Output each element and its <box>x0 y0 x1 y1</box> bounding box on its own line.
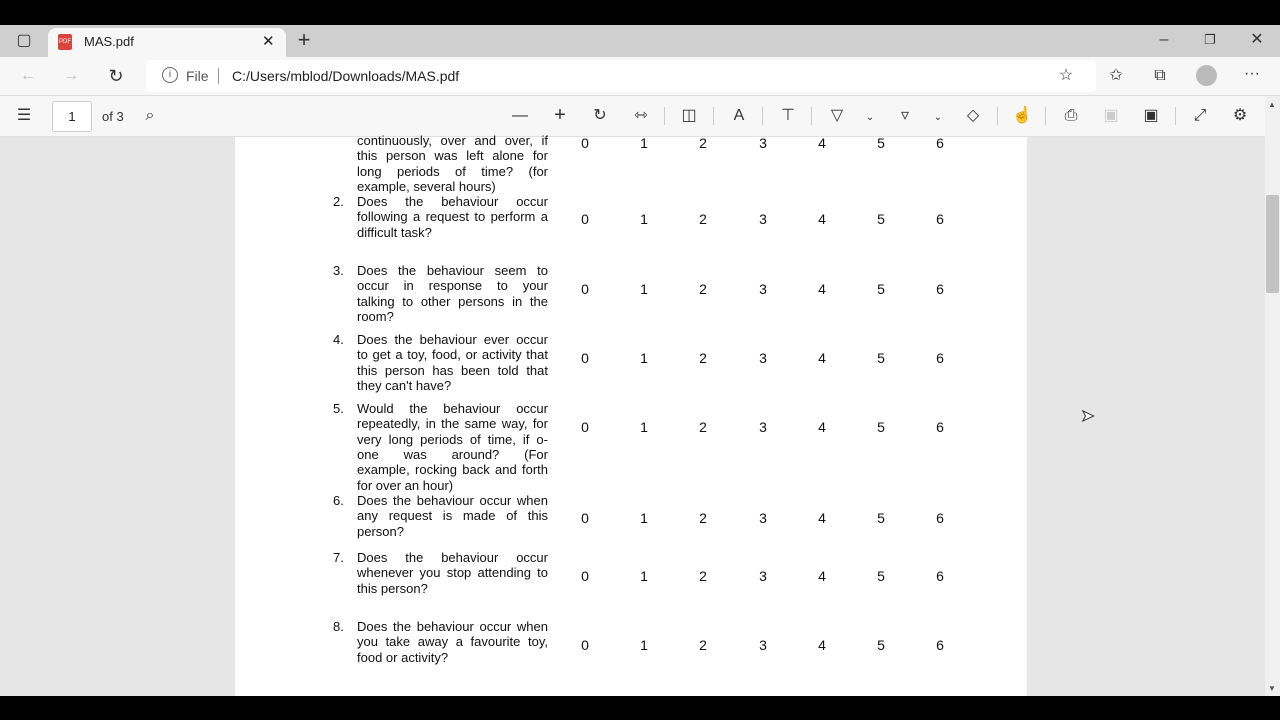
question-text-line: any request is made of this <box>357 508 548 524</box>
rating-option: 4 <box>818 510 826 526</box>
question-text-line: Does the behaviour occur <box>357 550 548 565</box>
separator <box>762 107 763 125</box>
rating-option: 5 <box>877 135 885 151</box>
url-scheme-label: File <box>186 68 209 84</box>
zoom-in-icon[interactable]: + <box>554 104 566 126</box>
rating-option: 2 <box>699 637 707 653</box>
rating-option: 5 <box>877 637 885 653</box>
read-aloud-icon[interactable]: A <box>733 107 745 124</box>
question-text-line: Does the behaviour seem to <box>357 263 548 278</box>
question-number: 2. <box>333 194 344 209</box>
rating-option: 0 <box>581 211 589 227</box>
rating-option: 2 <box>699 568 707 584</box>
separator <box>664 107 665 125</box>
question-number: 7. <box>333 550 344 565</box>
question-text-line: occur in response to your <box>357 278 548 294</box>
fullscreen-icon[interactable]: ⤢ <box>1193 107 1207 124</box>
tab-actions-icon[interactable]: ▢ <box>16 32 32 49</box>
rating-option: 2 <box>699 211 707 227</box>
rating-option: 3 <box>759 135 767 151</box>
rating-option: 2 <box>699 419 707 435</box>
question-text-line: for over an hour) <box>357 477 454 493</box>
rating-option: 1 <box>640 350 648 366</box>
question-text-line: example, several hours) <box>357 178 496 194</box>
question-text-line: person? <box>357 523 404 539</box>
rating-option: 0 <box>581 419 589 435</box>
question-text-line: difficult task? <box>357 224 432 240</box>
question-number: 4. <box>333 332 344 347</box>
scrollbar[interactable] <box>1265 96 1280 696</box>
pdf-page <box>235 137 1027 696</box>
rating-option: 4 <box>818 281 826 297</box>
refresh-icon[interactable]: ↻ <box>108 66 124 86</box>
rating-option: 3 <box>759 350 767 366</box>
rating-option: 4 <box>818 419 826 435</box>
question-text-line: Does the behaviour occur when <box>357 493 548 508</box>
question-number: 3. <box>333 263 344 278</box>
new-tab-icon[interactable]: + <box>297 27 311 52</box>
question-text-line: you take away a favourite toy, <box>357 634 548 650</box>
profile-avatar[interactable] <box>1196 65 1217 86</box>
close-tab-icon[interactable]: ✕ <box>262 33 275 50</box>
rating-option: 5 <box>877 419 885 435</box>
collections-icon[interactable]: ⧉ <box>1154 67 1166 84</box>
question-text-line: following a request to perform a <box>357 209 548 225</box>
question-number: 8. <box>333 619 344 634</box>
close-window-icon[interactable]: ✕ <box>1250 31 1264 48</box>
rating-option: 6 <box>936 419 944 435</box>
highlight-icon[interactable]: ▿ <box>900 107 910 124</box>
more-menu-icon[interactable]: ··· <box>1244 65 1260 82</box>
print-icon[interactable]: ⎙ <box>1064 107 1078 124</box>
pdf-viewport <box>0 137 1265 696</box>
rating-option: 1 <box>640 419 648 435</box>
question-number: 6. <box>333 493 344 508</box>
contents-icon[interactable]: ☰ <box>16 107 32 124</box>
page-total-label: of 3 <box>102 109 124 124</box>
rating-option: 4 <box>818 637 826 653</box>
rating-option: 4 <box>818 350 826 366</box>
rating-option: 6 <box>936 211 944 227</box>
rating-option: 5 <box>877 211 885 227</box>
page-number-input[interactable]: 1 <box>52 101 92 132</box>
rating-option: 6 <box>936 637 944 653</box>
rating-option: 5 <box>877 568 885 584</box>
fit-width-icon[interactable]: ⇿ <box>634 107 648 124</box>
favorites-icon[interactable]: ✩ <box>1109 67 1123 84</box>
question-text-line: Does the behaviour ever occur <box>357 332 548 347</box>
rating-option: 3 <box>759 211 767 227</box>
rating-option: 0 <box>581 135 589 151</box>
minimize-icon[interactable]: – <box>1159 31 1169 48</box>
question-number: 5. <box>333 401 344 416</box>
scroll-down-icon[interactable]: ▼ <box>1268 684 1276 693</box>
rating-option: 2 <box>699 510 707 526</box>
question-text-line: Would the behaviour occur <box>357 401 548 416</box>
question-text-line: whenever you stop attending to <box>357 565 548 581</box>
question-text-line: room? <box>357 308 394 324</box>
back-icon[interactable]: ← <box>20 67 36 84</box>
rating-option: 0 <box>581 350 589 366</box>
scroll-up-icon[interactable]: ▲ <box>1268 100 1276 109</box>
rotate-icon[interactable]: ↻ <box>593 107 607 124</box>
add-text-icon[interactable]: ⊤ <box>781 107 795 124</box>
rating-option: 4 <box>818 211 826 227</box>
separator <box>997 107 998 125</box>
rating-option: 5 <box>877 510 885 526</box>
rating-option: 6 <box>936 510 944 526</box>
settings-icon[interactable]: ⚙ <box>1232 107 1248 124</box>
question-text-line: to get a toy, food, or activity that <box>357 347 548 363</box>
mouse-cursor-icon: ➤ <box>1081 408 1095 425</box>
rating-option: 1 <box>640 568 648 584</box>
forward-icon[interactable]: → <box>63 67 79 84</box>
pdf-file-icon: PDF <box>58 34 72 50</box>
question-text-line: example, rocking back and forth <box>357 462 548 478</box>
add-favorite-icon[interactable]: ☆ <box>1058 67 1074 84</box>
question-text-line: this person has been told that <box>357 362 548 378</box>
search-icon[interactable]: ⌕ <box>145 107 155 124</box>
rating-option: 5 <box>877 281 885 297</box>
url-divider <box>218 68 219 84</box>
rating-option: 2 <box>699 350 707 366</box>
rating-option: 0 <box>581 281 589 297</box>
rating-option: 4 <box>818 568 826 584</box>
rating-option: 6 <box>936 281 944 297</box>
zoom-out-icon[interactable]: — <box>512 107 528 124</box>
rating-option: 0 <box>581 510 589 526</box>
scrollbar-thumb[interactable] <box>1266 195 1279 293</box>
rating-option: 1 <box>640 211 648 227</box>
question-text-line: Does the behaviour occur when <box>357 619 548 634</box>
rating-option: 3 <box>759 568 767 584</box>
save-as-icon[interactable]: ▣ <box>1143 107 1159 124</box>
rating-option: 0 <box>581 568 589 584</box>
tab-mas-pdf[interactable] <box>48 28 286 57</box>
question-text-line: this person was left alone for <box>357 148 548 164</box>
draw-options-chevron-icon[interactable]: ⌄ <box>865 112 875 123</box>
question-text-line: food or activity? <box>357 649 449 665</box>
rating-option: 1 <box>640 281 648 297</box>
rating-option: 6 <box>936 350 944 366</box>
save-icon: ▣ <box>1103 107 1119 124</box>
separator <box>1045 107 1046 125</box>
separator <box>1175 107 1176 125</box>
rating-option: 1 <box>640 510 648 526</box>
rating-option: 4 <box>818 135 826 151</box>
question-text-line: repeatedly, in the same way, for <box>357 416 548 432</box>
question-text-line: continuously, over and over, if <box>357 133 548 148</box>
page-view-icon[interactable]: ◫ <box>681 107 697 124</box>
question-text-line: they can't have? <box>357 377 452 393</box>
draw-icon[interactable]: ▽ <box>830 107 844 124</box>
rating-option: 1 <box>640 135 648 151</box>
tab-title: MAS.pdf <box>84 34 134 49</box>
question-text-line: this person? <box>357 580 428 596</box>
question-text-line: very long periods of time, if o- <box>357 431 548 447</box>
touch-icon: ☝ <box>1012 107 1032 124</box>
question-text-line: long periods of time? (for <box>357 163 548 179</box>
rating-option: 1 <box>640 637 648 653</box>
question-text-line: talking to other persons in the <box>357 293 548 309</box>
highlight-options-chevron-icon[interactable]: ⌄ <box>933 112 943 123</box>
rating-option: 5 <box>877 350 885 366</box>
restore-icon[interactable]: ❐ <box>1204 32 1216 47</box>
rating-option: 3 <box>759 510 767 526</box>
separator <box>811 107 812 125</box>
rating-option: 6 <box>936 135 944 151</box>
question-text-line: one was around? (For <box>357 446 548 462</box>
question-text-line: Does the behaviour occur <box>357 194 548 209</box>
info-icon[interactable]: i <box>162 67 178 83</box>
rating-option: 3 <box>759 419 767 435</box>
address-input[interactable] <box>146 60 1096 92</box>
url-text: C:/Users/mblod/Downloads/MAS.pdf <box>232 68 460 84</box>
rating-option: 6 <box>936 568 944 584</box>
rating-option: 0 <box>581 637 589 653</box>
eraser-icon[interactable]: ◇ <box>966 107 980 124</box>
rating-option: 3 <box>759 281 767 297</box>
rating-option: 2 <box>699 135 707 151</box>
rating-option: 3 <box>759 637 767 653</box>
separator <box>713 107 714 125</box>
rating-option: 2 <box>699 281 707 297</box>
